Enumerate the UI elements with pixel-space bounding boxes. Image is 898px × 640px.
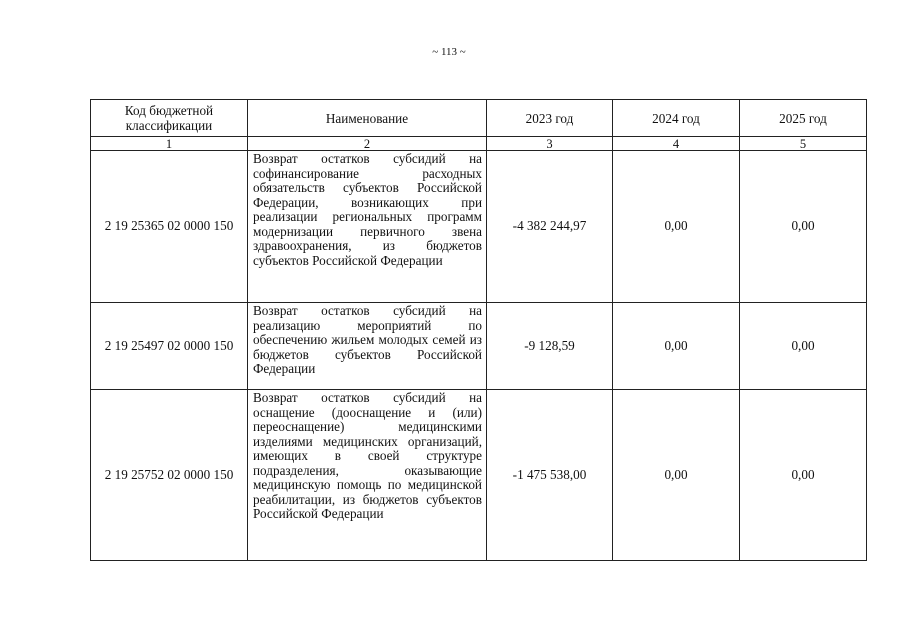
column-number: 1	[91, 137, 248, 151]
description-cell: Возврат остатков субсидий на реализацию мероприятий по обеспечению жильем молодых семей из бюджетов субъектов Российской Федерации	[248, 303, 487, 390]
header-name: Наименование	[248, 100, 487, 137]
description-cell: Возврат остатков субсидий на оснащение (дооснащение и (или) переоснащение) медицинскими изделиями медицинских организаций, имеющих в своей структуре подразделения, оказывающие медицинскую помощь по медицинской реабилитации, из бюджетов субъектов Российской Федерации	[248, 390, 487, 561]
value-2023-cell: -9 128,59	[487, 303, 613, 390]
column-number: 2	[248, 137, 487, 151]
column-number: 4	[613, 137, 740, 151]
budget-code-cell: 2 19 25365 02 0000 150	[91, 151, 248, 303]
table-header-row	[91, 100, 867, 137]
column-number: 3	[487, 137, 613, 151]
value-2025-cell: 0,00	[740, 390, 867, 561]
budget-table	[90, 99, 867, 561]
value-2025-cell: 0,00	[740, 151, 867, 303]
header-2025: 2025 год	[740, 100, 867, 137]
table-row	[91, 390, 867, 561]
header-code: Код бюджетной классификации	[91, 100, 248, 137]
description-cell: Возврат остатков субсидий на софинансирование расходных обязательств субъектов Российской Федерации, возникающих при реализации региональных программ модернизации первичного звена здравоохранения, из бюджетов субъектов Российской Федерации	[248, 151, 487, 303]
budget-code-cell: 2 19 25497 02 0000 150	[91, 303, 248, 390]
table-row	[91, 303, 867, 390]
value-2024-cell: 0,00	[613, 390, 740, 561]
header-2023: 2023 год	[487, 100, 613, 137]
column-number-row	[91, 137, 867, 151]
value-2024-cell: 0,00	[613, 151, 740, 303]
budget-code-cell: 2 19 25752 02 0000 150	[91, 390, 248, 561]
value-2023-cell: -4 382 244,97	[487, 151, 613, 303]
header-2024: 2024 год	[613, 100, 740, 137]
value-2024-cell: 0,00	[613, 303, 740, 390]
value-2025-cell: 0,00	[740, 303, 867, 390]
column-number: 5	[740, 137, 867, 151]
value-2023-cell: -1 475 538,00	[487, 390, 613, 561]
table-row	[91, 151, 867, 303]
page-number: ~ 113 ~	[432, 46, 466, 58]
